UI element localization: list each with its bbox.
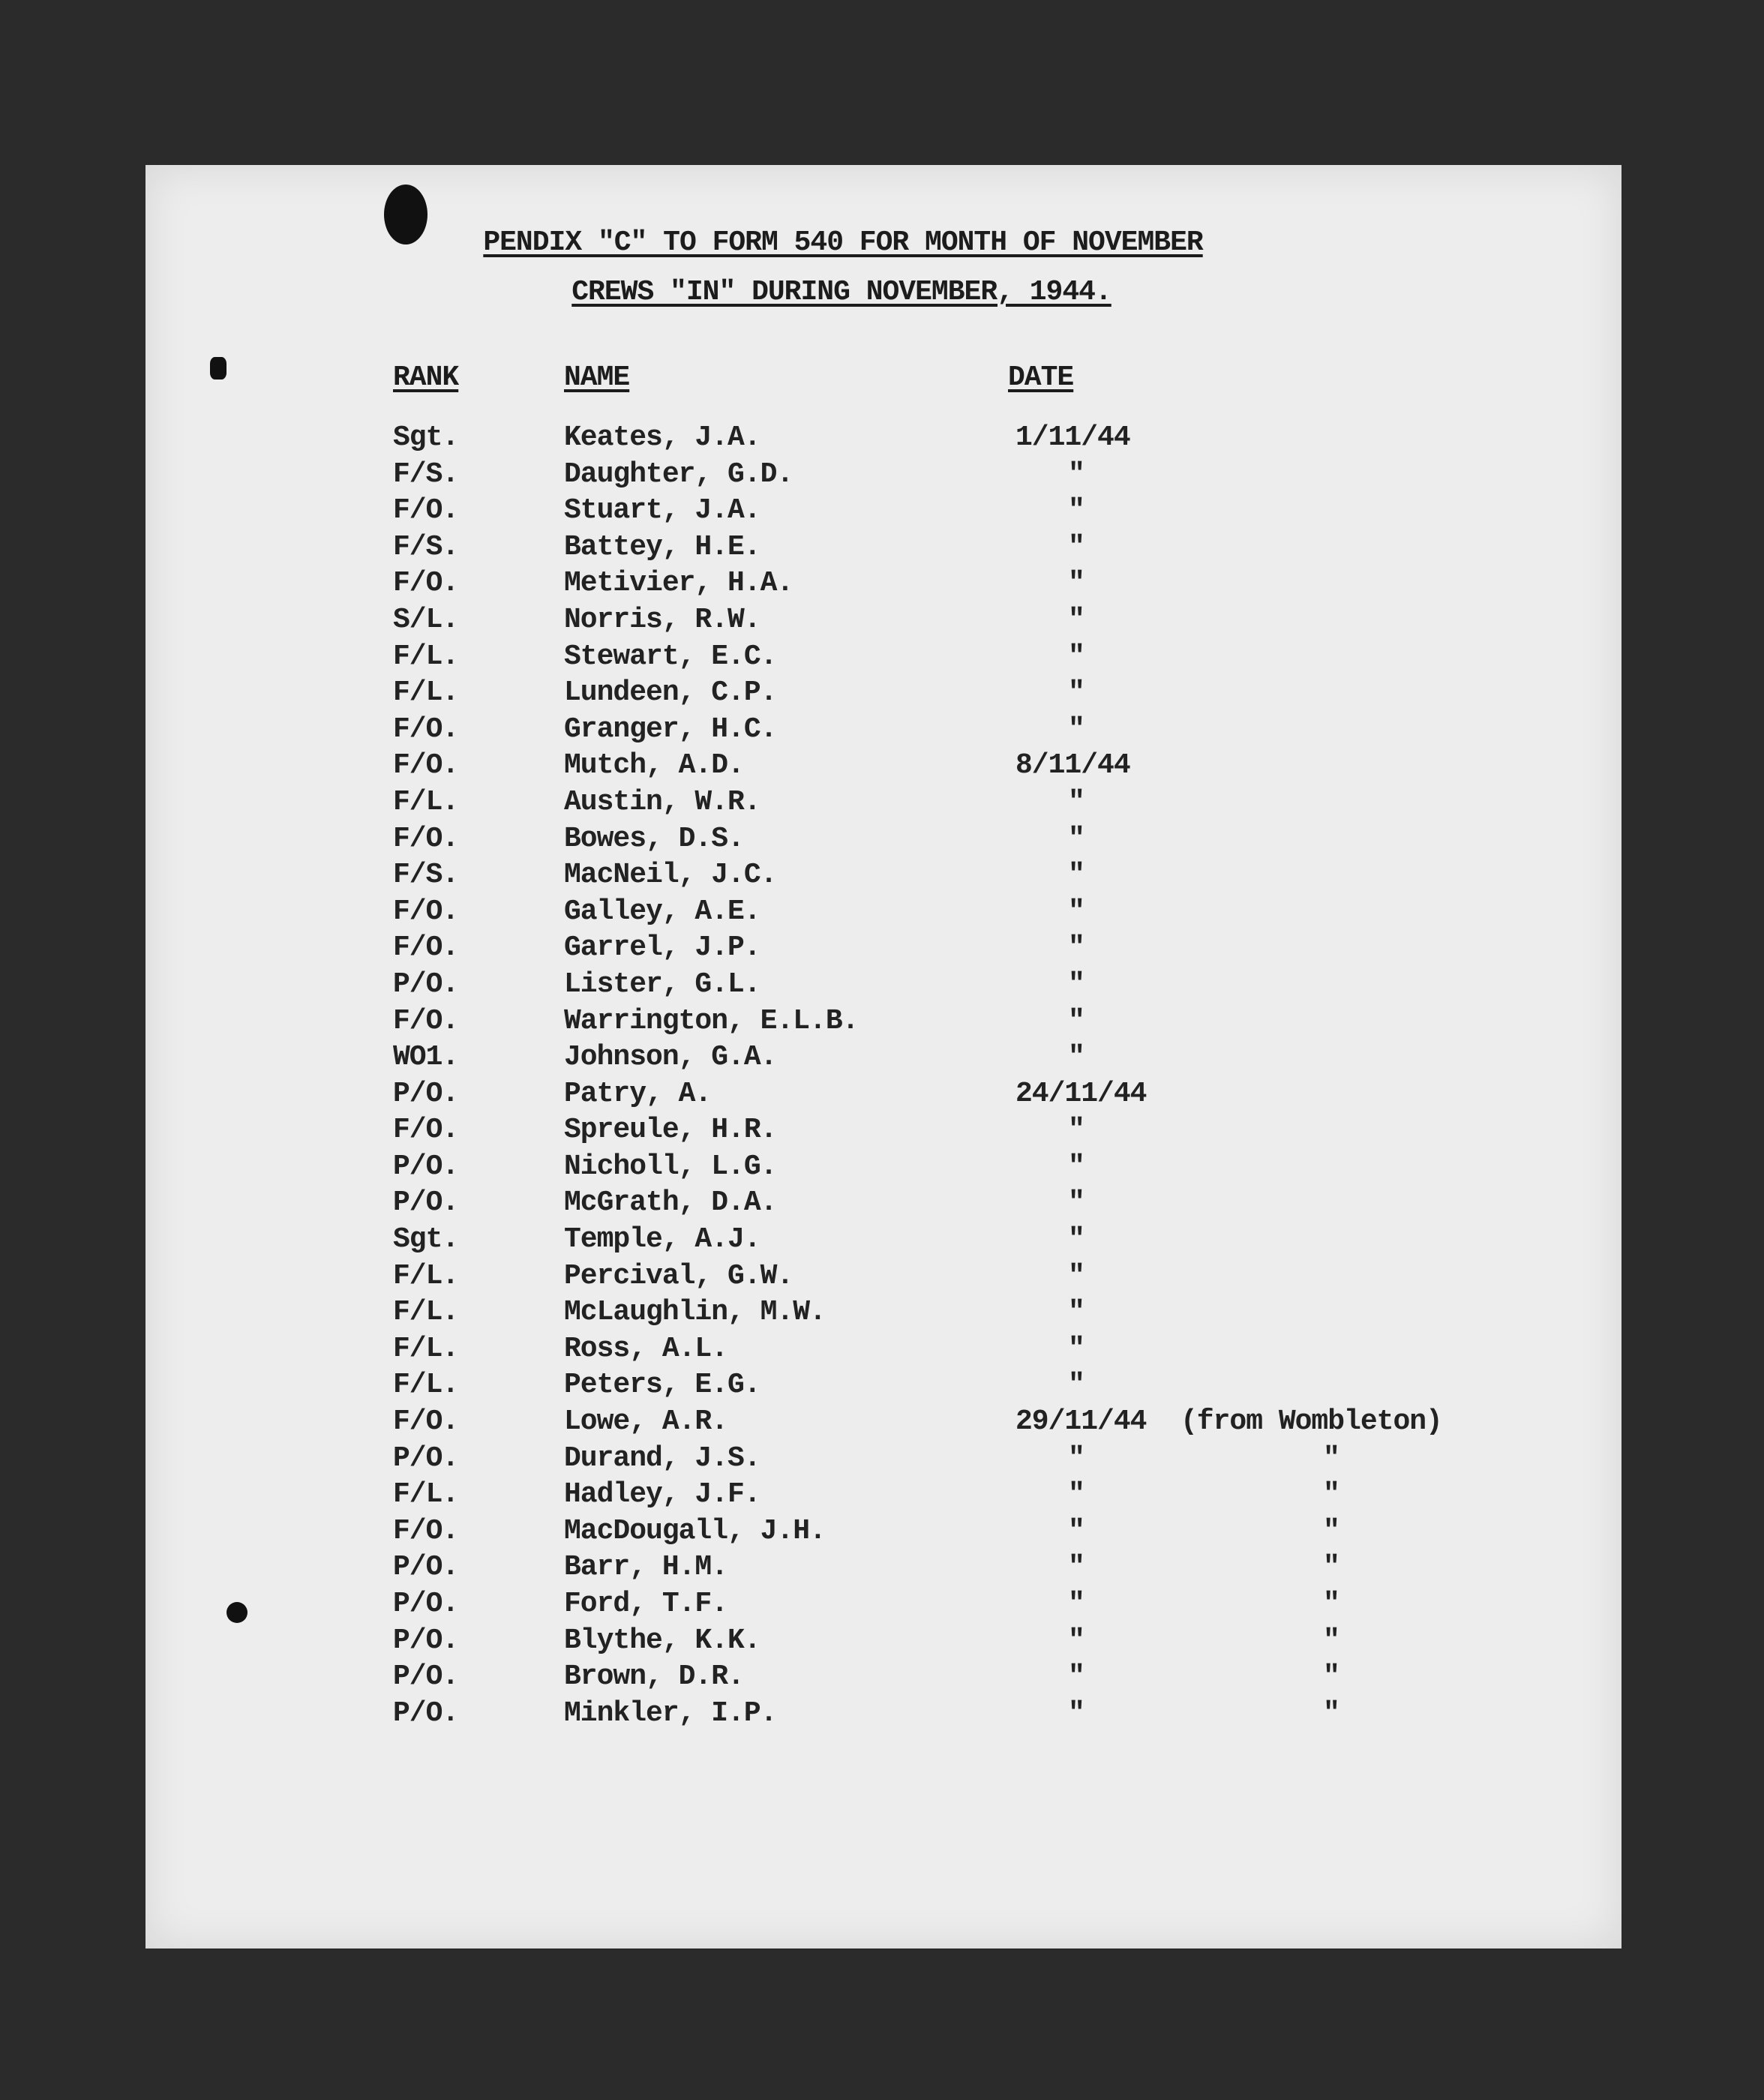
name-cell: Lister, G.L.: [564, 968, 760, 1000]
column-header-name: NAME: [564, 362, 630, 394]
crew-row: [146, 713, 1622, 750]
crew-row: [146, 1223, 1622, 1260]
date-cell: ": [1068, 603, 1084, 636]
name-cell: Stewart, E.C.: [564, 640, 777, 673]
note-cell: ": [1323, 1551, 1340, 1584]
rank-cell: F/O.: [393, 1114, 459, 1147]
date-cell: ": [1068, 567, 1084, 600]
name-cell: Galley, A.E.: [564, 895, 760, 928]
name-cell: Ross, A.L.: [564, 1332, 728, 1365]
date-cell: ": [1068, 1442, 1084, 1474]
crew-row: [146, 1551, 1622, 1588]
name-cell: McGrath, D.A.: [564, 1186, 777, 1220]
rank-cell: P/O.: [393, 1077, 459, 1110]
crew-row: [146, 749, 1622, 786]
rank-cell: F/L.: [393, 1369, 459, 1402]
name-cell: Bowes, D.S.: [564, 822, 744, 855]
crew-row: [146, 1186, 1622, 1223]
name-cell: Brown, D.R.: [564, 1660, 744, 1694]
rank-cell: P/O.: [393, 1442, 459, 1474]
date-cell: ": [1068, 1369, 1084, 1402]
rank-cell: F/L.: [393, 1296, 459, 1329]
date-cell: ": [1068, 458, 1084, 490]
rank-cell: P/O.: [393, 1696, 459, 1730]
crew-row: [146, 1406, 1622, 1442]
note-cell: ": [1323, 1624, 1340, 1657]
column-header-rank: RANK: [393, 362, 459, 394]
name-cell: Minkler, I.P.: [564, 1696, 777, 1730]
name-cell: McLaughlin, M.W.: [564, 1296, 826, 1329]
crew-row: [146, 676, 1622, 713]
document-subtitle: CREWS "IN" DURING NOVEMBER, 1944.: [572, 276, 1112, 308]
crew-row: [146, 1260, 1622, 1297]
rank-cell: F/L.: [393, 676, 459, 710]
crew-row: [146, 422, 1622, 458]
crew-row: [146, 896, 1622, 932]
rank-cell: P/O.: [393, 1588, 459, 1620]
date-cell: 29/11/44: [1016, 1406, 1147, 1438]
date-cell: ": [1068, 895, 1084, 928]
name-cell: Blythe, K.K.: [564, 1624, 760, 1657]
name-cell: Ford, T.F.: [564, 1588, 728, 1620]
note-cell: ": [1323, 1442, 1340, 1474]
rank-cell: P/O.: [393, 968, 459, 1000]
name-cell: Stuart, J.A.: [564, 494, 760, 527]
date-cell: ": [1068, 1478, 1084, 1511]
name-cell: Granger, H.C.: [564, 712, 777, 746]
date-cell: ": [1068, 1514, 1084, 1547]
date-cell: 24/11/44: [1016, 1077, 1147, 1110]
name-cell: Peters, E.G.: [564, 1369, 760, 1402]
date-cell: ": [1068, 1186, 1084, 1220]
date-cell: 8/11/44: [1016, 749, 1130, 782]
crew-row: [146, 1697, 1622, 1734]
crew-row: [146, 1369, 1622, 1406]
crew-row: [146, 1442, 1622, 1479]
rank-cell: F/S.: [393, 859, 459, 892]
rank-cell: F/L.: [393, 785, 459, 818]
note-cell: (from Wombleton): [1180, 1406, 1442, 1438]
document-title: PENDIX "C" TO FORM 540 FOR MONTH OF NOVEMBER: [483, 226, 1203, 259]
crew-row: [146, 1478, 1622, 1515]
date-cell: ": [1068, 1551, 1084, 1584]
crew-row: [146, 786, 1622, 823]
date-cell: ": [1068, 640, 1084, 673]
date-cell: ": [1068, 1588, 1084, 1620]
date-cell: ": [1068, 1296, 1084, 1329]
rank-cell: F/O.: [393, 494, 459, 527]
name-cell: Hadley, J.F.: [564, 1478, 760, 1511]
crew-row: [146, 968, 1622, 1005]
crew-row: [146, 1078, 1622, 1114]
crew-row: [146, 640, 1622, 677]
note-cell: ": [1323, 1588, 1340, 1620]
date-cell: ": [1068, 1223, 1084, 1256]
name-cell: Battey, H.E.: [564, 530, 760, 563]
crew-row: [146, 604, 1622, 640]
date-cell: ": [1068, 968, 1084, 1000]
name-cell: Barr, H.M.: [564, 1551, 728, 1584]
rank-cell: Sgt.: [393, 422, 459, 454]
ink-blot: [210, 357, 226, 380]
rank-cell: F/O.: [393, 712, 459, 746]
date-cell: ": [1068, 676, 1084, 710]
crew-row: [146, 859, 1622, 896]
name-cell: Keates, J.A.: [564, 422, 760, 454]
date-cell: ": [1068, 1696, 1084, 1730]
crew-row: [146, 1041, 1622, 1078]
rank-cell: F/O.: [393, 567, 459, 600]
note-cell: ": [1323, 1478, 1340, 1511]
name-cell: Temple, A.J.: [564, 1223, 760, 1256]
crew-row: [146, 531, 1622, 568]
date-cell: ": [1068, 1004, 1084, 1037]
rank-cell: S/L.: [393, 603, 459, 636]
name-cell: MacDougall, J.H.: [564, 1514, 826, 1547]
date-cell: ": [1068, 712, 1084, 746]
name-cell: Garrel, J.P.: [564, 932, 760, 964]
crew-row: [146, 932, 1622, 968]
rank-cell: WO1.: [393, 1041, 459, 1074]
rank-cell: F/O.: [393, 895, 459, 928]
name-cell: Mutch, A.D.: [564, 749, 744, 782]
date-cell: ": [1068, 822, 1084, 855]
name-cell: Spreule, H.R.: [564, 1114, 777, 1147]
rank-cell: F/S.: [393, 458, 459, 490]
date-cell: ": [1068, 1259, 1084, 1292]
name-cell: Durand, J.S.: [564, 1442, 760, 1474]
name-cell: Warrington, E.L.B.: [564, 1004, 859, 1037]
crew-row: [146, 1515, 1622, 1552]
date-cell: ": [1068, 494, 1084, 527]
name-cell: Lundeen, C.P.: [564, 676, 777, 710]
rank-cell: F/O.: [393, 1004, 459, 1037]
date-cell: ": [1068, 1660, 1084, 1694]
note-cell: ": [1323, 1660, 1340, 1694]
rank-cell: F/L.: [393, 640, 459, 673]
rank-cell: F/O.: [393, 1406, 459, 1438]
crew-row: [146, 567, 1622, 604]
crew-row: [146, 494, 1622, 531]
rank-cell: F/L.: [393, 1332, 459, 1365]
rank-cell: F/O.: [393, 1514, 459, 1547]
name-cell: Metivier, H.A.: [564, 567, 794, 600]
rank-cell: F/L.: [393, 1259, 459, 1292]
date-cell: ": [1068, 785, 1084, 818]
name-cell: Lowe, A.R.: [564, 1406, 728, 1438]
note-cell: ": [1323, 1696, 1340, 1730]
crew-row: [146, 823, 1622, 860]
rank-cell: P/O.: [393, 1186, 459, 1220]
crew-row: [146, 1660, 1622, 1697]
rank-cell: P/O.: [393, 1624, 459, 1657]
date-cell: ": [1068, 932, 1084, 964]
crew-list: [146, 422, 1622, 1733]
date-cell: 1/11/44: [1016, 422, 1130, 454]
name-cell: Nicholl, L.G.: [564, 1150, 777, 1183]
name-cell: Patry, A.: [564, 1077, 712, 1110]
name-cell: Daughter, G.D.: [564, 458, 794, 490]
column-header-date: DATE: [1008, 362, 1074, 394]
name-cell: MacNeil, J.C.: [564, 859, 777, 892]
rank-cell: Sgt.: [393, 1223, 459, 1256]
rank-cell: F/O.: [393, 822, 459, 855]
name-cell: Johnson, G.A.: [564, 1041, 777, 1074]
date-cell: ": [1068, 1114, 1084, 1147]
rank-cell: F/L.: [393, 1478, 459, 1511]
rank-cell: P/O.: [393, 1551, 459, 1584]
rank-cell: P/O.: [393, 1150, 459, 1183]
crew-row: [146, 1296, 1622, 1333]
crew-row: [146, 1150, 1622, 1187]
rank-cell: P/O.: [393, 1660, 459, 1694]
rank-cell: F/O.: [393, 932, 459, 964]
crew-row: [146, 1588, 1622, 1624]
note-cell: ": [1323, 1514, 1340, 1547]
crew-row: [146, 458, 1622, 495]
date-cell: ": [1068, 859, 1084, 892]
crew-row: [146, 1114, 1622, 1150]
crew-row: [146, 1624, 1622, 1661]
name-cell: Percival, G.W.: [564, 1259, 794, 1292]
date-cell: ": [1068, 1041, 1084, 1074]
document-page: [146, 165, 1622, 1948]
crew-row: [146, 1333, 1622, 1370]
date-cell: ": [1068, 530, 1084, 563]
crew-row: [146, 1005, 1622, 1042]
name-cell: Austin, W.R.: [564, 785, 760, 818]
rank-cell: F/O.: [393, 749, 459, 782]
rank-cell: F/S.: [393, 530, 459, 563]
date-cell: ": [1068, 1332, 1084, 1365]
name-cell: Norris, R.W.: [564, 603, 760, 636]
date-cell: ": [1068, 1150, 1084, 1183]
date-cell: ": [1068, 1624, 1084, 1657]
